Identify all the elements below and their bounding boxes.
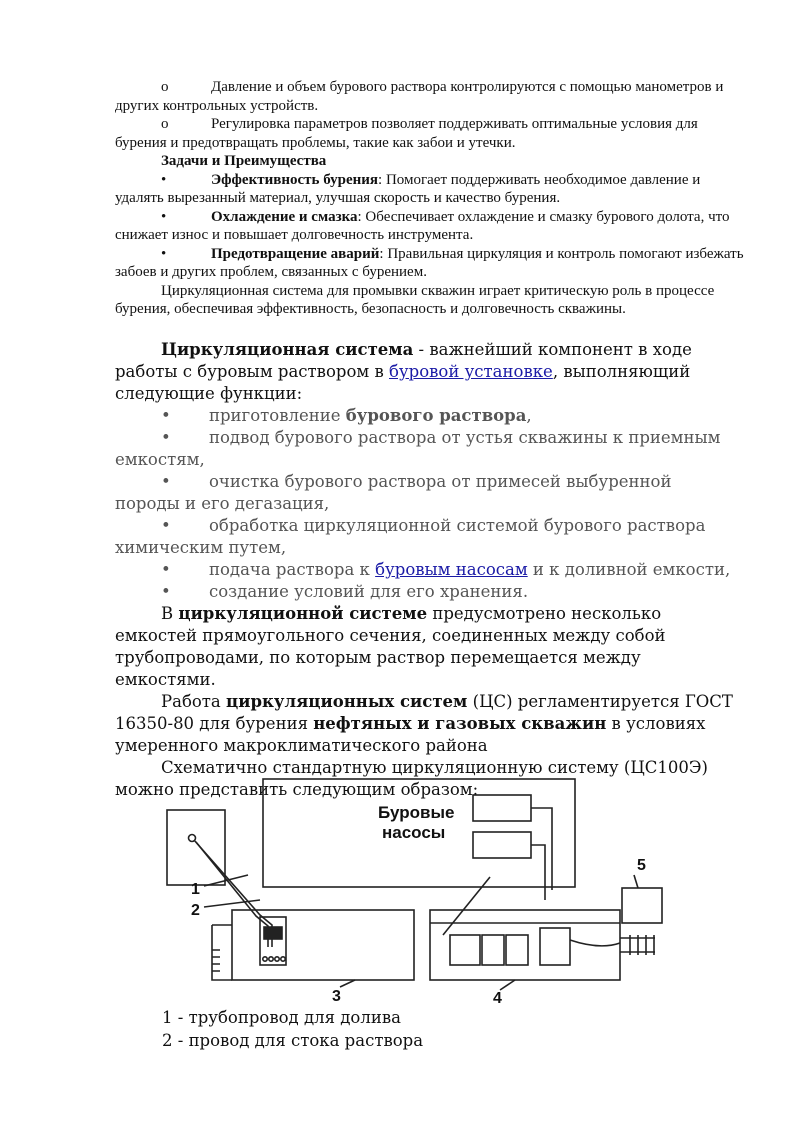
label-4: 4: [493, 990, 502, 1007]
tank-4-unit: [450, 935, 480, 965]
label-1: 1: [191, 881, 200, 898]
bullet-item-2: • Охлаждение и смазка: Обеспечивает охлаждение и смазку бурового долота, что снижает износ и повышает долговечность инструмента.: [115, 208, 730, 243]
schema-intro-paragraph: Схематично стандартную циркуляционную систему (ЦС100Э) можно представить следующим образом:: [115, 758, 708, 799]
function-item-2: • подвод бурового раствора от устья скважины к приемным емкостям,: [115, 428, 721, 469]
label-3: 3: [332, 988, 341, 1005]
diagram-captions: [162, 1006, 423, 1052]
conclusion-paragraph: Циркуляционная система для промывки скважин играет критическую роль в процессе бурения, обеспечивая эффективность, безопасность и долговечность скважины.: [115, 282, 715, 317]
gost-paragraph: Работа циркуляционных систем (ЦС) регламентируется ГОСТ 16350-80 для бурения нефтяных и газовых скважин в условиях умеренного макроклиматического района: [115, 692, 733, 755]
function-item-4: • обработка циркуляционной системой бурового раствора химическим путем,: [115, 516, 706, 557]
function-item-1: • приготовление бурового раствора,: [161, 406, 532, 425]
pumps-label-2: насосы: [382, 823, 446, 842]
bullet-marker: •: [161, 171, 167, 188]
intro-paragraph: Циркуляционная система - важнейший компонент в ходе работы с буровым раствором в буровой установке, выполняющий следующие функции:: [115, 340, 692, 403]
sub-item-2: o Регулировка параметров позволяет поддерживать оптимальные условия для бурения и предотвращать проблемы, такие как забои и утечки.: [115, 116, 698, 151]
caption-1: 1 - трубопровод для долива: [162, 1008, 401, 1027]
cabinet-dot: [263, 957, 267, 961]
function-item-3: • очистка бурового раствора от примесей выбуренной породы и его дегазация,: [115, 472, 672, 513]
mud-pump-1: [473, 795, 531, 821]
sub-marker: o: [161, 116, 169, 132]
tank-4-unit: [540, 928, 570, 965]
ladder: [212, 950, 220, 971]
bullet-marker: •: [161, 245, 167, 262]
circulation-system-diagram: [160, 775, 680, 1010]
tank-4-pipe: [443, 877, 490, 935]
drilling-rig-link[interactable]: буровой установке: [389, 362, 553, 381]
main-text-block: [115, 339, 735, 801]
mud-pump-2: [473, 832, 531, 858]
leader-5: [634, 875, 638, 888]
tank-4-outflow: [570, 940, 620, 946]
cabinet-dot: [275, 957, 279, 961]
tank-4-unit: [482, 935, 504, 965]
sub-item-1: o Давление и объем бурового раствора контролируются с помощью манометров и других контрольных устройств.: [115, 79, 724, 114]
tank-4-unit: [506, 935, 528, 965]
top-text-block: [115, 78, 745, 319]
label-2: 2: [191, 902, 200, 919]
pump-line-1: [531, 808, 552, 890]
function-item-6: • создание условий для его хранения.: [161, 582, 529, 601]
pumps-label-1: Буровые: [378, 803, 455, 822]
leader-4: [500, 980, 515, 990]
bullet-item-1: • Эффективность бурения: Помогает поддерживать необходимое давление и удалять вырезанный материал, улучшая скорость и качество бурения.: [115, 171, 701, 206]
bullet-marker: •: [161, 208, 167, 225]
function-item-5: • подача раствора к буровым насосам и к доливной емкости,: [161, 560, 731, 579]
item-5-box: [622, 888, 662, 923]
tanks-paragraph: В циркуляционной системе предусмотрено несколько емкостей прямоугольного сечения, соединенных между собой трубопроводами, по которым раствор перемещается между емкостями.: [115, 604, 666, 689]
caption-2: 2 - провод для стока раствора: [162, 1031, 424, 1050]
section-heading: Задачи и Преимущества: [161, 153, 327, 169]
cabinet-dot: [269, 957, 273, 961]
diagram-svg: [160, 775, 680, 1010]
cabinet-dot: [281, 957, 285, 961]
sub-marker: o: [161, 79, 169, 95]
label-5: 5: [637, 857, 646, 874]
leader-3: [340, 980, 355, 987]
left-tank-box: [167, 810, 225, 885]
mud-pumps-link[interactable]: буровым насосам: [375, 560, 528, 579]
bullet-item-3: • Предотвращение аварий: Правильная циркуляция и контроль помогают избежать забоев и других проблем, связанных с бурением.: [115, 245, 744, 280]
cabinet-panel: [264, 927, 282, 939]
pump-line-2: [531, 845, 545, 900]
